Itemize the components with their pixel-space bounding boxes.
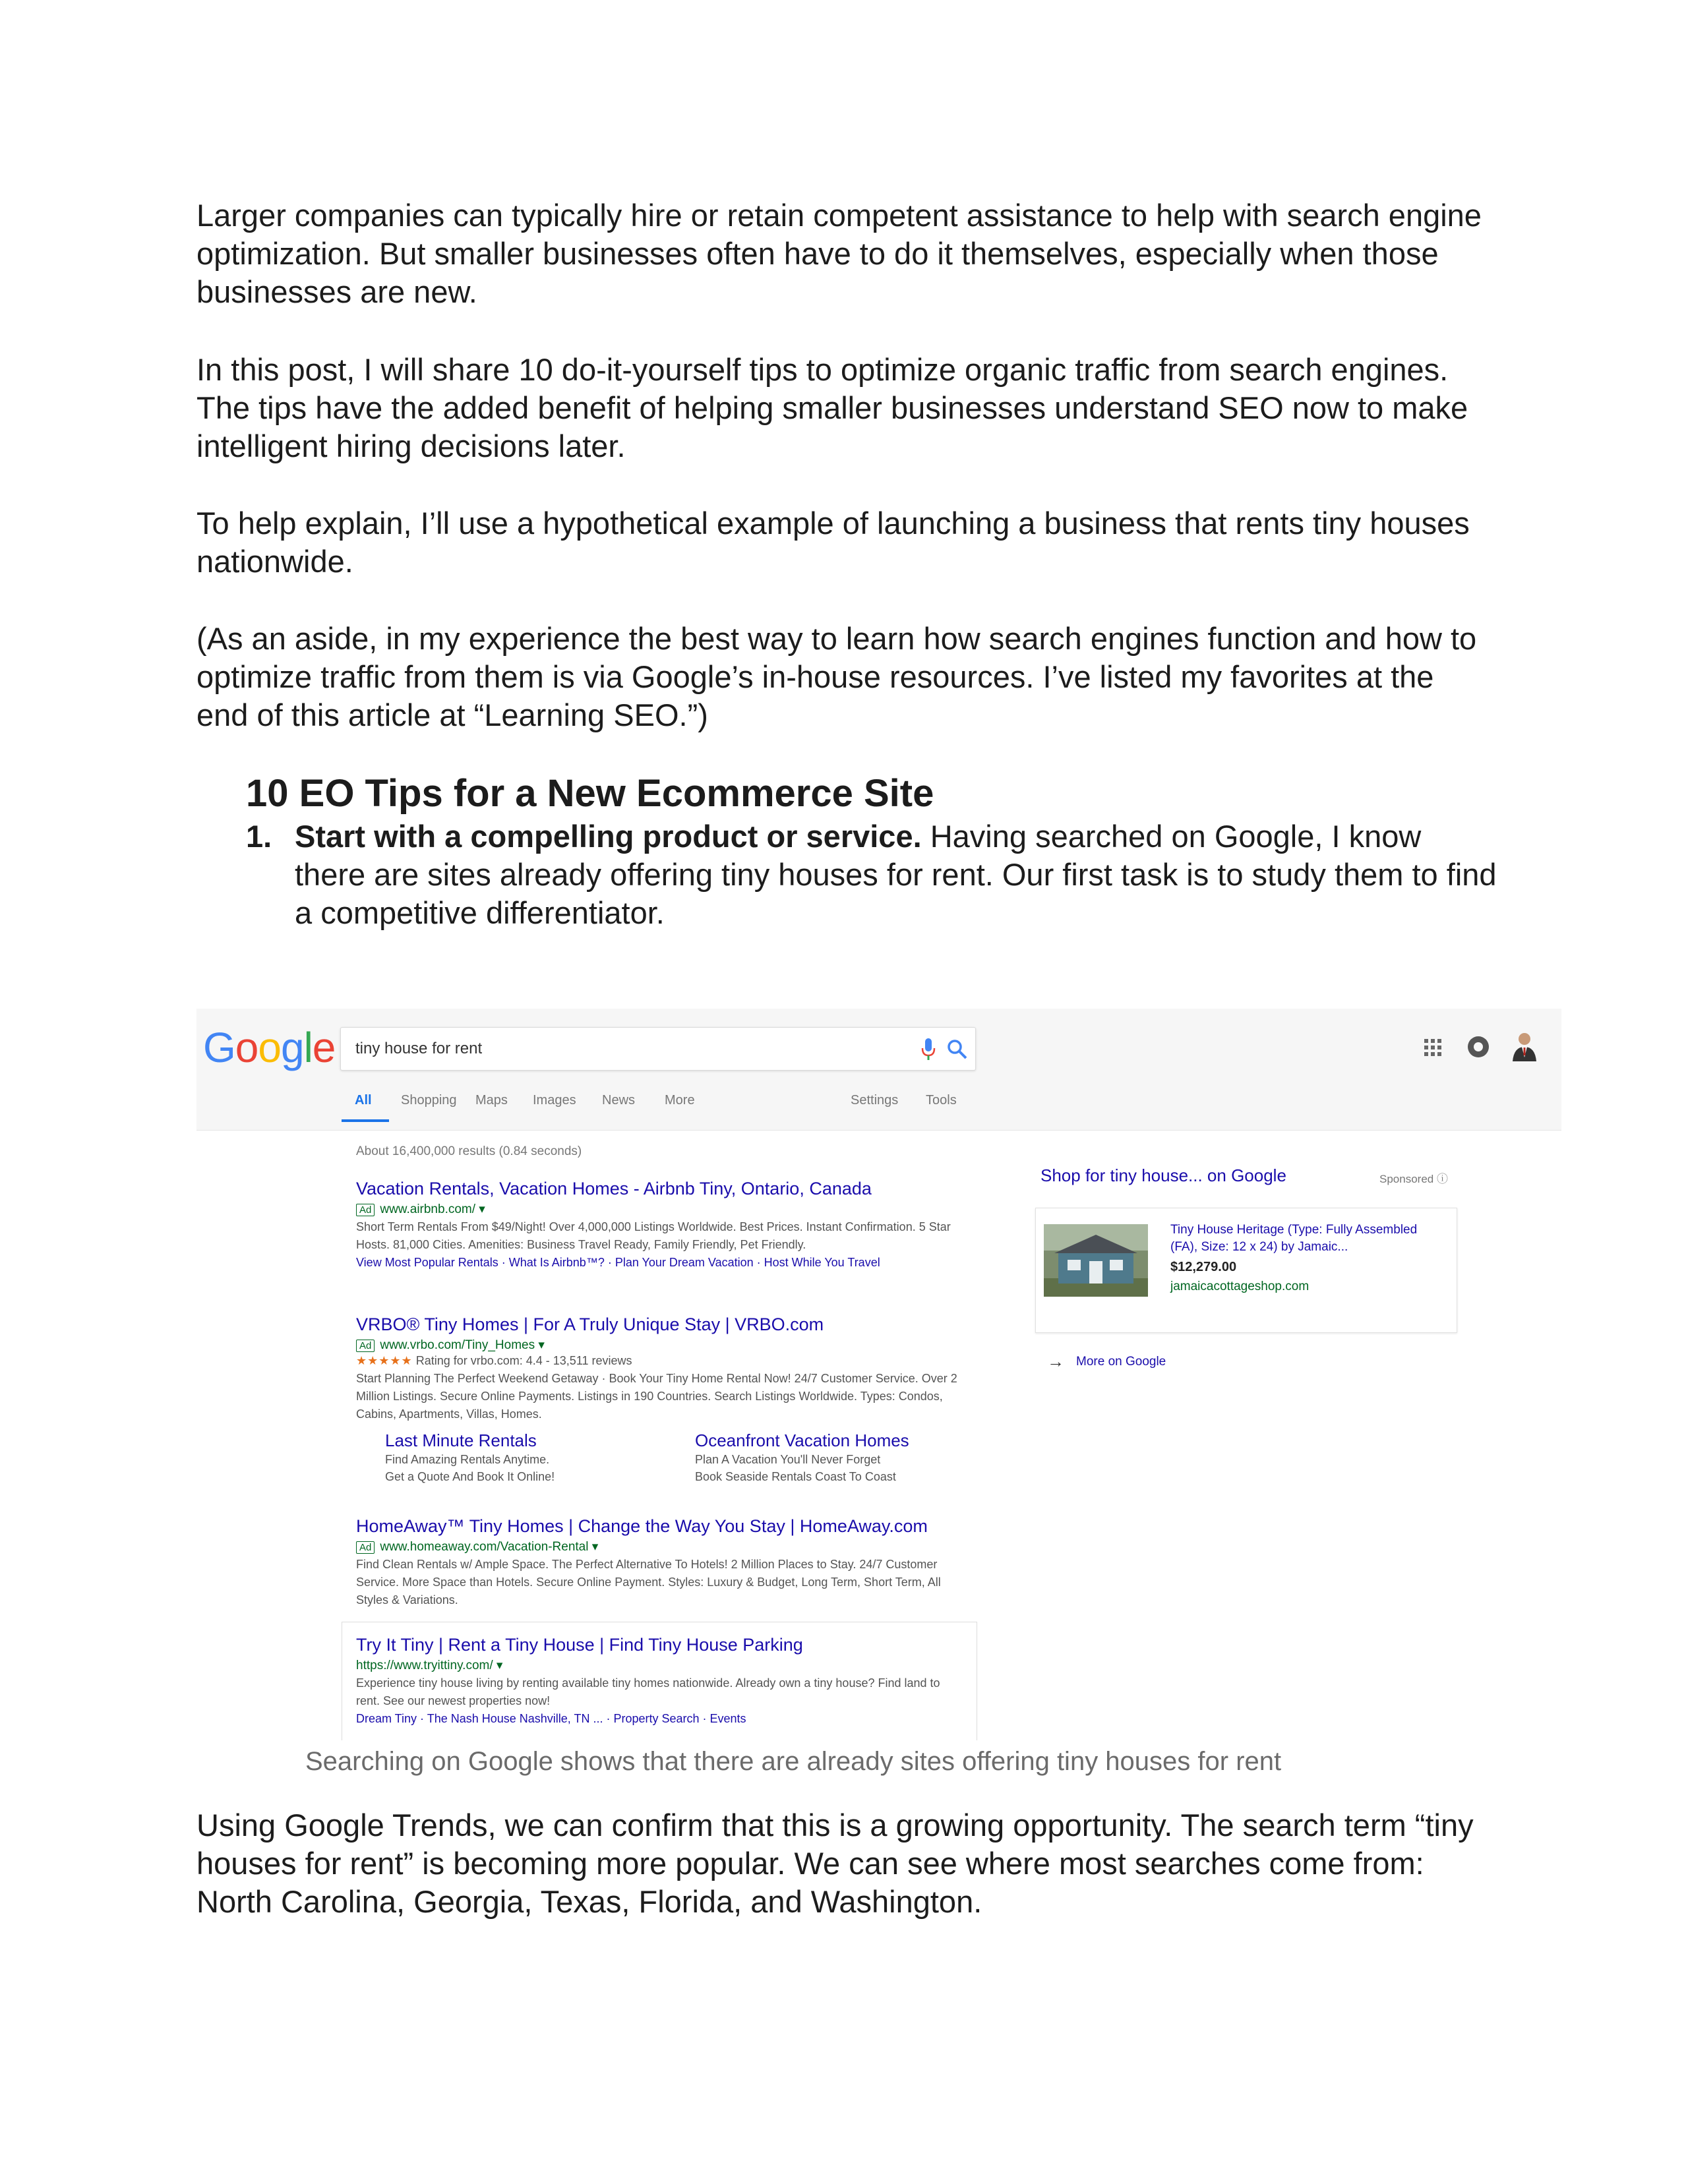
intro-paragraph-2: In this post, I will share 10 do-it-yourself tips to optimize organic traffic from search engines. The tips have the added benefit of helping smaller businesses understand SEO now to make intelligent hiring decisions later.: [196, 352, 1468, 463]
closing-paragraph: Using Google Trends, we can confirm that this is a growing opportunity. The search term “tiny houses for rent” is becoming more popular. We can see where most searches come from: North Carolina, Georgia, Texas, Florida, and Washington.: [196, 1808, 1474, 1919]
search-result: [356, 1516, 963, 1609]
tab-tools[interactable]: Tools: [926, 1093, 957, 1107]
tab-shopping[interactable]: Shopping: [401, 1093, 457, 1107]
active-tab-indicator: [342, 1119, 389, 1122]
list-item-1: [246, 817, 1499, 932]
result-stats: About 16,400,000 results (0.84 seconds): [356, 1144, 582, 1158]
ad-sitelinks: [385, 1431, 952, 1490]
search-query: tiny house for rent: [355, 1040, 483, 1057]
search-result: [356, 1635, 963, 1728]
product-title[interactable]: Tiny House Heritage (Type: Fully Assembled (FA), Size: 12 x 24) by Jamaic...: [1170, 1223, 1418, 1254]
notifications-icon[interactable]: [1468, 1036, 1489, 1057]
result-title[interactable]: HomeAway™ Tiny Homes | Change the Way You Stay | HomeAway.com: [356, 1516, 928, 1536]
product-price: $12,279.00: [1170, 1260, 1237, 1274]
search-icon[interactable]: [946, 1038, 969, 1061]
tab-images[interactable]: Images: [533, 1093, 576, 1107]
tab-all[interactable]: All: [355, 1093, 372, 1107]
microphone-icon[interactable]: [919, 1037, 938, 1062]
search-result: [356, 1179, 963, 1272]
ad-badge: Ad: [356, 1340, 375, 1352]
result-description: Find Clean Rentals w/ Ample Space. The Perfect Alternative To Hotels! 2 Million Places to Stay. 24/7 Customer Service. More Space than Hotels. Secure Online Payment. Styles: Luxury & Budget, Long Term, Short Term, All Styles & Variations.: [356, 1558, 941, 1607]
result-rating: ★★★★★ Rating for vrbo.com: 4.4 - 13,511 reviews: [356, 1354, 632, 1367]
sponsored-label: Sponsored ⓘ: [1379, 1173, 1448, 1185]
shopping-heading[interactable]: Shop for tiny house... on Google: [1040, 1166, 1286, 1185]
intro-paragraph-4: (As an aside, in my experience the best way to learn how search engines function and how to optimize traffic from them is via Google’s in-house resources. I’ve listed my favorites at the end of this article at “Learning SEO.”): [196, 621, 1477, 732]
search-result: [356, 1314, 963, 1423]
result-sitelinks[interactable]: View Most Popular Rentals · What Is Airbnb™? · Plan Your Dream Vacation · Host While You Travel: [356, 1256, 880, 1269]
google-search-screenshot: [196, 1009, 1561, 1740]
section-heading: 10 EO Tips for a New Ecommerce Site: [246, 772, 934, 815]
result-description: Experience tiny house living by renting available tiny homes nationwide. Already own a tiny house? Find land to rent. See our newest properties now!: [356, 1676, 940, 1707]
tab-more[interactable]: More: [665, 1093, 695, 1107]
tab-settings[interactable]: Settings: [851, 1093, 899, 1107]
google-header: [196, 1009, 1561, 1131]
list-item-text: Having searched on Google, I know there are sites already offering tiny houses for rent. Our first task is to study them to find a competitive differentiator.: [295, 819, 1497, 930]
product-domain: jamaicacottageshop.com: [1170, 1280, 1310, 1293]
result-description: Start Planning The Perfect Weekend Getaway · Book Your Tiny Home Rental Now! 24/7 Customer Service. Over 2 Million Listings. Secure Online Payments. Listings in 190 Countries. Search Listings Worldwide. Types: Condos, Cabins, Apartments, Villas, Homes.: [356, 1372, 957, 1421]
product-card[interactable]: [1035, 1208, 1457, 1333]
tab-maps[interactable]: Maps: [475, 1093, 508, 1107]
intro-paragraph-3: To help explain, I’ll use a hypothetical example of launching a business that rents tiny houses nationwide.: [196, 506, 1470, 579]
result-title[interactable]: Try It Tiny | Rent a Tiny House | Find Tiny House Parking: [356, 1635, 803, 1655]
sitelink[interactable]: Oceanfront Vacation Homes Plan A Vacation You'll Never Forget Book Seaside Rentals Coast To Coast: [695, 1431, 909, 1483]
sitelink[interactable]: Last Minute Rentals Find Amazing Rentals Anytime. Get a Quote And Book It Online!: [385, 1431, 555, 1483]
rating-stars: ★★★★★: [356, 1354, 413, 1367]
tiny-house-image: [1044, 1224, 1148, 1297]
shopping-panel: [1040, 1166, 1456, 1186]
result-title[interactable]: VRBO® Tiny Homes | For A Truly Unique Stay | VRBO.com: [356, 1314, 824, 1334]
tab-news[interactable]: News: [602, 1093, 636, 1107]
search-input[interactable]: [340, 1027, 976, 1071]
intro-paragraph-1: Larger companies can typically hire or retain competent assistance to help with search engine optimization. But smaller businesses often have to do it themselves, especially when those businesses are new.: [196, 198, 1482, 309]
list-item-lead: Start with a compelling product or service.: [295, 819, 922, 854]
apps-grid-icon[interactable]: [1424, 1039, 1441, 1056]
ad-badge: Ad: [356, 1541, 375, 1554]
arrow-right-icon: →: [1047, 1351, 1064, 1371]
avatar[interactable]: [1510, 1031, 1539, 1063]
ad-badge: Ad: [356, 1204, 375, 1216]
result-url: Ad www.homeaway.com/Vacation-Rental ▾: [356, 1539, 963, 1554]
result-url: Ad www.vrbo.com/Tiny_Homes ▾: [356, 1338, 963, 1353]
google-logo: Google: [203, 1024, 336, 1071]
result-url: Ad www.airbnb.com/ ▾: [356, 1202, 963, 1217]
more-on-google-link[interactable]: → More on Google: [1047, 1351, 1166, 1371]
result-title[interactable]: Vacation Rentals, Vacation Homes - Airbnb Tiny, Ontario, Canada: [356, 1179, 872, 1198]
result-description: Short Term Rentals From $49/Night! Over 4,000,000 Listings Worldwide. Best Prices. Instant Confirmation. 5 Star Hosts. 81,000 Cities. Amenities: Business Travel Ready, Family Friendly, Pet Friendly.: [356, 1220, 951, 1251]
result-url: https://www.tryittiny.com/ ▾: [356, 1659, 503, 1672]
result-sitelinks[interactable]: Dream Tiny · The Nash House Nashville, TN ... · Property Search · Events: [356, 1712, 746, 1725]
figure-caption: Searching on Google shows that there are already sites offering tiny houses for rent: [305, 1747, 1282, 1776]
list-number: 1.: [246, 819, 272, 854]
